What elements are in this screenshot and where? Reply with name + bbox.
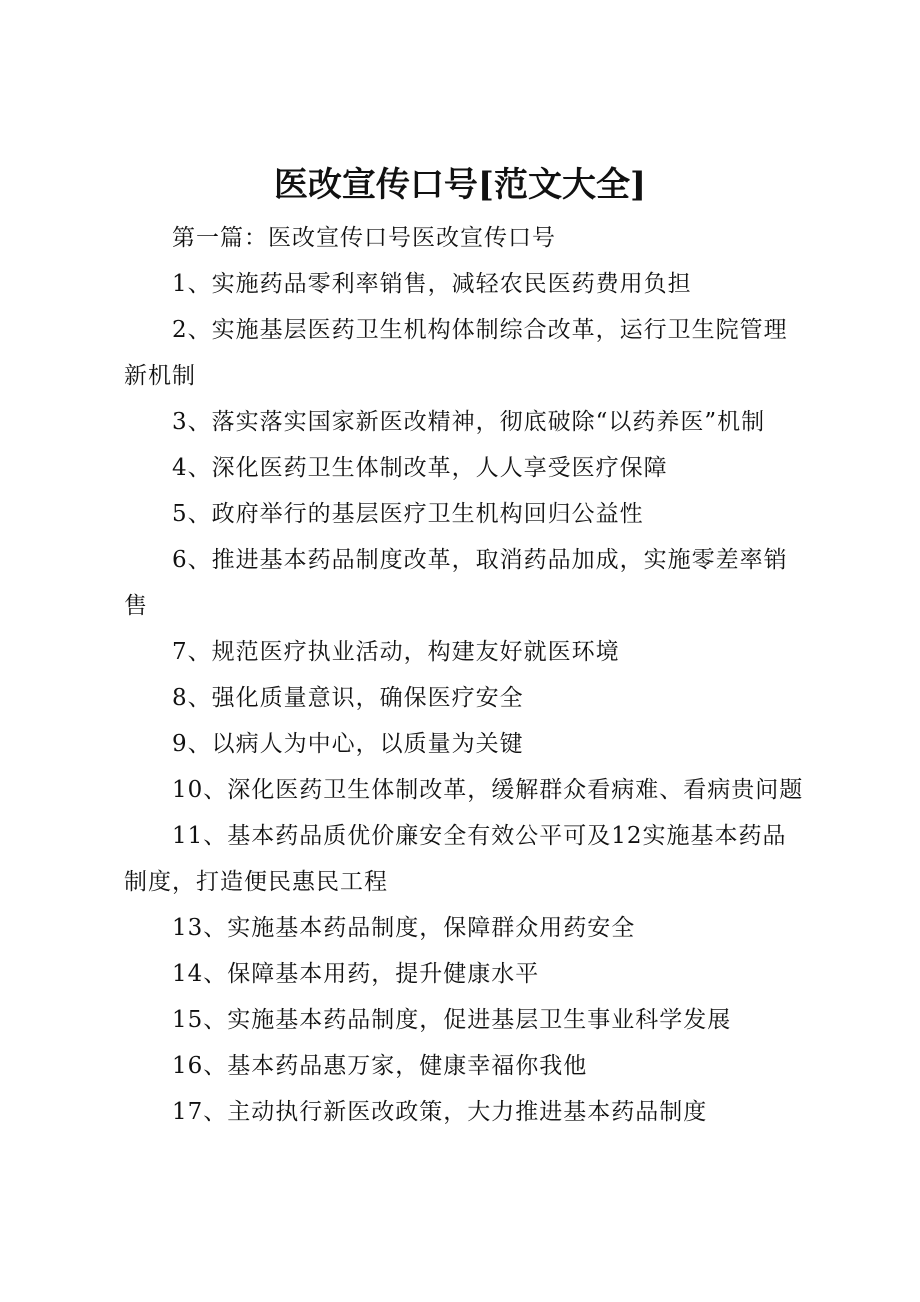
slogan-item: 11、基本药品质优价廉安全有效公平可及12实施基本药品制度，打造便民惠民工程	[124, 823, 787, 895]
slogan-item: 6、推进基本药品制度改革，取消药品加成，实施零差率销售	[124, 547, 788, 619]
slogan-item: 3、落实落实国家新医改精神，彻底破除“以药养医”机制	[172, 409, 766, 435]
slogan-item: 8、强化质量意识，确保医疗安全	[172, 685, 524, 711]
slogan-item: 17、主动执行新医改政策，大力推进基本药品制度	[172, 1099, 708, 1125]
slogan-item: 9、以病人为中心，以质量为关键	[172, 731, 524, 757]
slogan-item: 4、深化医药卫生体制改革，人人享受医疗保障	[172, 455, 668, 481]
document-title: 医改宣传口号[范文大全]	[273, 165, 647, 205]
slogan-item: 2、实施基层医药卫生机构体制综合改革，运行卫生院管理新机制	[124, 317, 788, 389]
slogan-item: 16、基本药品惠万家，健康幸福你我他	[172, 1053, 588, 1079]
paragraph-heading: 第一篇：医改宣传口号医改宣传口号	[172, 225, 556, 251]
slogan-item: 7、规范医疗执业活动，构建友好就医环境	[172, 639, 620, 665]
slogan-item: 15、实施基本药品制度，促进基层卫生事业科学发展	[172, 1007, 732, 1033]
slogan-item: 10、深化医药卫生体制改革，缓解群众看病难、看病贵问题	[172, 777, 804, 803]
document-body	[124, 215, 810, 1135]
slogan-item: 5、政府举行的基层医疗卫生机构回归公益性	[172, 501, 644, 527]
slogan-item: 14、保障基本用药，提升健康水平	[172, 961, 540, 987]
slogan-item: 13、实施基本药品制度，保障群众用药安全	[172, 915, 636, 941]
slogan-item: 1、实施药品零利率销售，减轻农民医药费用负担	[172, 271, 692, 297]
